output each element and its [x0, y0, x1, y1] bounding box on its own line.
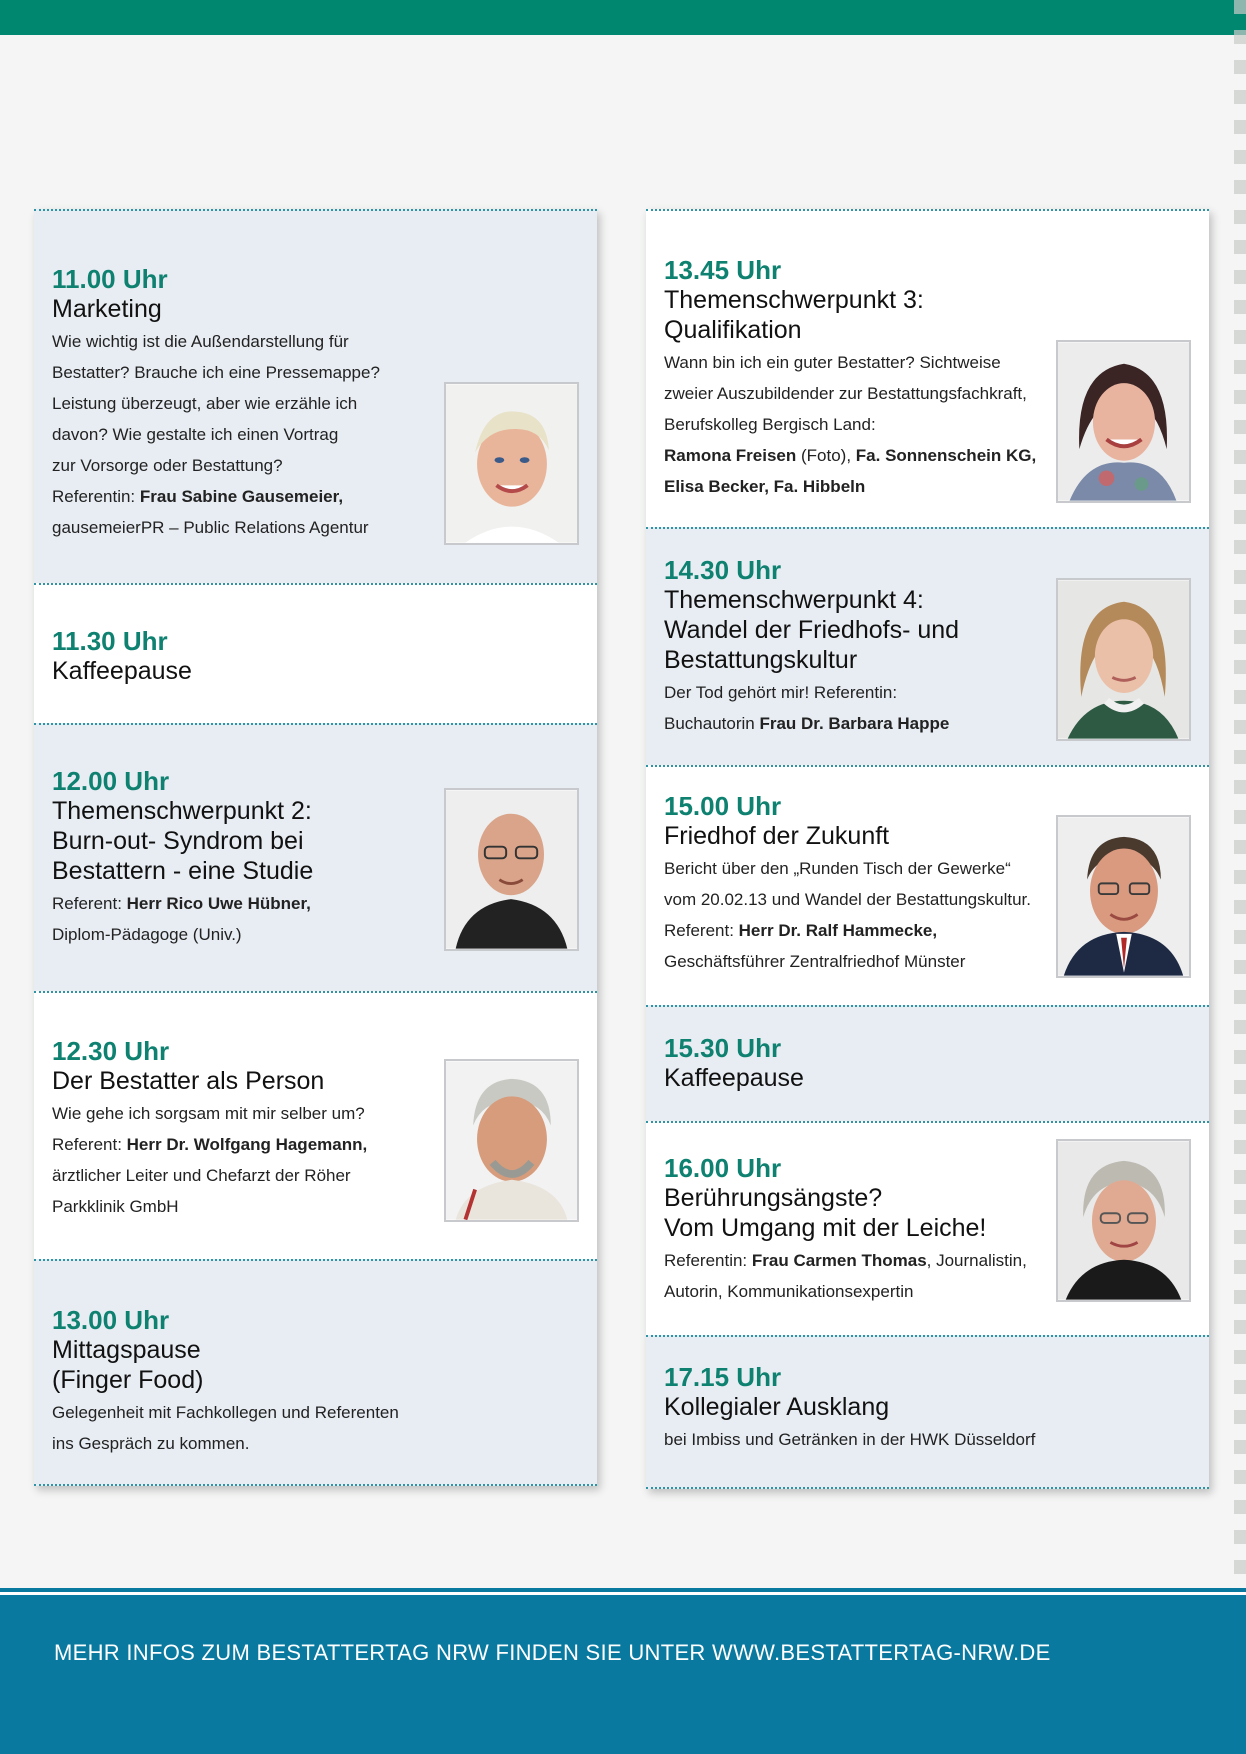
- session-time: 12.30 Uhr: [52, 1036, 170, 1066]
- speaker-photo-freisen: [1056, 340, 1191, 503]
- speaker-name: Herr Dr. Ralf Hammecke,: [738, 921, 938, 940]
- session-title: Der Bestatter als Person: [52, 1067, 325, 1095]
- session-1200: [34, 723, 597, 991]
- session-title: Marketing: [52, 295, 162, 323]
- speaker-photo-happe: [1056, 578, 1191, 741]
- session-title: Berührungsängste? Vom Umgang mit der Leiche!: [664, 1184, 987, 1242]
- footer-divider: [0, 1592, 1246, 1595]
- session-1500: [646, 765, 1209, 1005]
- speaker-photo-huebner: [444, 788, 579, 951]
- session-time: 16.00 Uhr: [664, 1153, 782, 1183]
- footer-banner: [0, 1588, 1246, 1754]
- session-description: Wie gehe ich sorgsam mit mir selber um? Referent: Herr Dr. Wolfgang Hagemann, ärztlicher Leiter und Chefarzt der Röher Parkklinik GmbH: [52, 1104, 368, 1216]
- speaker-photo-hammecke: [1056, 815, 1191, 978]
- top-color-bar: [0, 0, 1246, 35]
- session-description: Wann bin ich ein guter Bestatter? Sichtweise zweier Auszubildender zur Bestattungsfachkraft, Berufskolleg Bergisch Land: Ramona Freisen (Foto), Fa. Sonnenschein KG, Elisa Becker, Fa. Hibbeln: [664, 353, 1037, 496]
- session-1100: [34, 209, 597, 583]
- session-1300: [34, 1259, 597, 1486]
- session-title: Kaffeepause: [52, 657, 192, 685]
- program-column-left: [34, 209, 597, 1486]
- session-title: Themenschwerpunkt 2: Burn-out- Syndrom bei Bestattern - eine Studie: [52, 797, 314, 885]
- speaker-name: Ramona Freisen: [664, 446, 797, 465]
- session-title: Themenschwerpunkt 3: Qualifikation: [664, 286, 924, 344]
- session-time: 12.00 Uhr: [52, 766, 170, 796]
- session-title: Themenschwerpunkt 4: Wandel der Friedhofs- und Bestattungskultur: [664, 586, 960, 674]
- page-edge-dashes: [1234, 0, 1246, 1590]
- session-1345: [646, 209, 1209, 527]
- session-time: 11.30 Uhr: [52, 626, 168, 656]
- session-1600: [646, 1121, 1209, 1335]
- session-title: Kollegialer Ausklang: [664, 1393, 890, 1421]
- session-description: Referent: Herr Rico Uwe Hübner, Diplom-Pädagoge (Univ.): [52, 894, 311, 944]
- speaker-photo-hagemann: [444, 1059, 579, 1222]
- speaker-name: Frau Carmen Thomas: [751, 1251, 927, 1270]
- session-1230: [34, 991, 597, 1259]
- session-time: 15.00 Uhr: [664, 791, 782, 821]
- session-description: Der Tod gehört mir! Referentin: Buchautorin Frau Dr. Barbara Happe: [664, 683, 950, 733]
- session-time: 13.00 Uhr: [52, 1305, 170, 1335]
- speaker-photo-gausemeier: [444, 382, 579, 545]
- session-title: Friedhof der Zukunft: [664, 822, 890, 850]
- session-description: Referentin: Frau Carmen Thomas, Journalistin, Autorin, Kommunikationsexpertin: [664, 1251, 1027, 1301]
- session-time: 14.30 Uhr: [664, 555, 782, 585]
- session-description: Wie wichtig ist die Außendarstellung für Bestatter? Brauche ich eine Pressemappe? Leistung überzeugt, aber wie erzähle ich davon? Wie gestalte ich einen Vortrag zur Vorsorge oder Bestattung? Referentin: Frau Sabine Gausemeier, gausemeierPR – Public Relations Agentur: [52, 332, 380, 537]
- program-column-right: [646, 209, 1209, 1489]
- session-title: Mittagspause (Finger Food): [52, 1336, 204, 1394]
- footer-info-text: MEHR INFOS ZUM BESTATTERTAG NRW FINDEN SIE UNTER WWW.BESTATTERTAG-NRW.DE: [54, 1640, 1051, 1665]
- session-time: 15.30 Uhr: [664, 1033, 782, 1063]
- session-description: Bericht über den „Runden Tisch der Gewerke“ vom 20.02.13 und Wandel der Bestattungskultur. Referent: Herr Dr. Ralf Hammecke, Geschäftsführer Zentralfriedhof Münster: [664, 859, 1031, 971]
- speaker-name: Herr Rico Uwe Hübner,: [126, 894, 311, 913]
- speaker-photo-thomas: [1056, 1139, 1191, 1302]
- session-1530: [646, 1005, 1209, 1121]
- speaker-name: Herr Dr. Wolfgang Hagemann,: [126, 1135, 368, 1154]
- speaker-name: Frau Sabine Gausemeier,: [139, 487, 344, 506]
- session-description: Gelegenheit mit Fachkollegen und Referenten ins Gespräch zu kommen.: [52, 1403, 399, 1453]
- session-time: 11.00 Uhr: [52, 264, 168, 294]
- session-1430: [646, 527, 1209, 765]
- session-1130: [34, 583, 597, 723]
- session-description: bei Imbiss und Getränken in der HWK Düsseldorf: [664, 1430, 1036, 1449]
- session-time: 17.15 Uhr: [664, 1362, 782, 1392]
- session-1715: [646, 1335, 1209, 1489]
- speaker-name: Frau Dr. Barbara Happe: [759, 714, 950, 733]
- session-title: Kaffeepause: [664, 1064, 804, 1092]
- session-time: 13.45 Uhr: [664, 255, 782, 285]
